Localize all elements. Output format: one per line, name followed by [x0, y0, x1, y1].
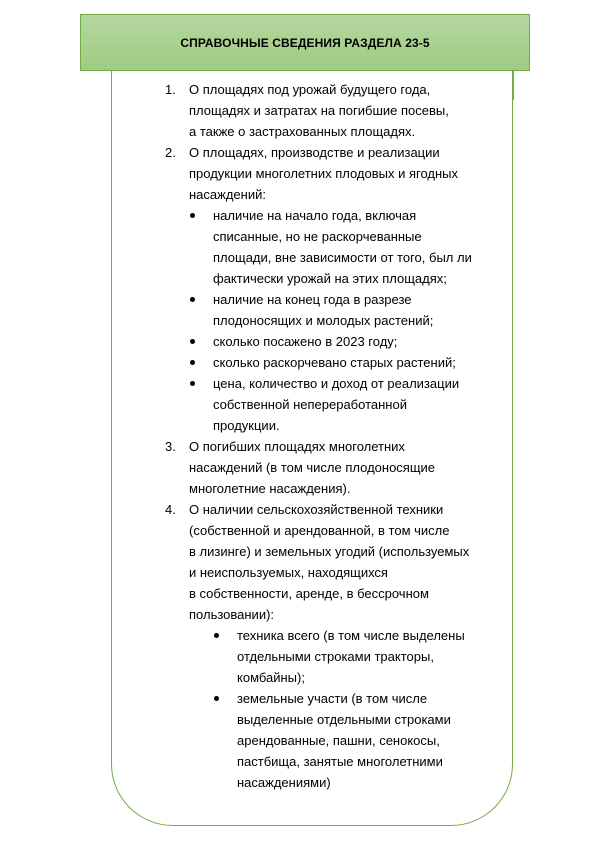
- item-2-bullet-list: [0, 205, 603, 436]
- item-text-line: О площадях под урожай будущего года,: [189, 82, 431, 97]
- bullet-text-line: земельные участи (в том числе: [237, 691, 428, 706]
- item-text-line: многолетние насаждения).: [189, 481, 351, 496]
- bullet-icon: [190, 339, 195, 344]
- reference-list: [0, 79, 603, 793]
- bullet-text-line: комбайны);: [237, 670, 305, 685]
- item-text-line: в собственности, аренде, в бессрочном: [189, 586, 429, 601]
- bullet-text-line: арендованные, пашни, сенокосы,: [237, 733, 440, 748]
- item-text-line: насаждений (в том числе плодоносящие: [189, 460, 436, 475]
- bullet-text-line: собственной непереработанной: [213, 397, 407, 412]
- bullet-text-line: техника всего (в том числе выделены: [237, 628, 465, 643]
- bullet-text-line: выделенные отдельными строками: [237, 712, 451, 727]
- item-number: 2.: [165, 145, 176, 160]
- bullet-icon: [190, 297, 195, 302]
- bullet-icon: [214, 633, 219, 638]
- bullet-icon: [190, 360, 195, 365]
- item-text-line: продукции многолетних плодовых и ягодных: [189, 166, 459, 181]
- bullet-text-line: насаждениями): [237, 775, 331, 790]
- bullet-text-line: списанные, но не раскорчеванные: [213, 229, 422, 244]
- bullet-text-line: площади, вне зависимости от того, был ли: [213, 250, 472, 265]
- bullet-text-line: плодоносящих и молодых растений;: [213, 313, 434, 328]
- bullet-text-line: наличие на начало года, включая: [213, 208, 417, 223]
- item-text-line: пользовании):: [189, 607, 275, 622]
- page-title: СПРАВОЧНЫЕ СВЕДЕНИЯ РАЗДЕЛА 23-5: [180, 35, 430, 50]
- item-text-line: (собственной и арендованной, в том числе: [189, 523, 450, 538]
- item-text-line: в лизинге) и земельных угодий (используемых: [189, 544, 470, 559]
- item-text-line: и неиспользуемых, находящихся: [189, 565, 388, 580]
- numbered-item-2: [0, 142, 489, 205]
- bullet-text-line: отдельными строками тракторы,: [237, 649, 434, 664]
- numbered-item-4: [0, 499, 489, 625]
- numbered-item-1: [0, 79, 489, 142]
- item-text-line: насаждений:: [189, 187, 266, 202]
- item-text-line: О площадях, производстве и реализации: [189, 145, 440, 160]
- bullet-item: [0, 289, 488, 331]
- bullet-text-line: пастбища, занятые многолетними: [237, 754, 443, 769]
- item-text-line: площадях и затратах на погибшие посевы,: [189, 103, 449, 118]
- item-text-line: О наличии сельскохозяйственной техники: [189, 502, 444, 517]
- item-4-bullet-list: [0, 625, 603, 793]
- bullet-icon: [190, 381, 195, 386]
- bullet-text-line: фактически урожай на этих площадях;: [213, 271, 447, 286]
- bullet-icon: [214, 696, 219, 701]
- item-number: 4.: [165, 502, 176, 517]
- bullet-item: [0, 352, 488, 373]
- numbered-item-3: [0, 436, 489, 499]
- bullet-item: [0, 205, 488, 289]
- section-header-banner: [80, 14, 530, 71]
- bullet-text-line: цена, количество и доход от реализации: [213, 376, 460, 391]
- item-text-line: а также о застрахованных площадях.: [189, 124, 416, 139]
- bullet-item: [0, 331, 488, 352]
- bullet-item: [0, 373, 488, 436]
- bullet-item: [0, 625, 472, 688]
- bullet-text-line: сколько посажено в 2023 году;: [213, 334, 398, 349]
- bullet-text-line: сколько раскорчевано старых растений;: [213, 355, 456, 370]
- bullet-icon: [190, 213, 195, 218]
- bullet-item: [0, 688, 472, 793]
- item-text-line: О погибших площадях многолетних: [189, 439, 405, 454]
- item-number: 1.: [165, 82, 176, 97]
- item-number: 3.: [165, 439, 176, 454]
- bullet-text-line: наличие на конец года в разрезе: [213, 292, 412, 307]
- bullet-text-line: продукции.: [213, 418, 280, 433]
